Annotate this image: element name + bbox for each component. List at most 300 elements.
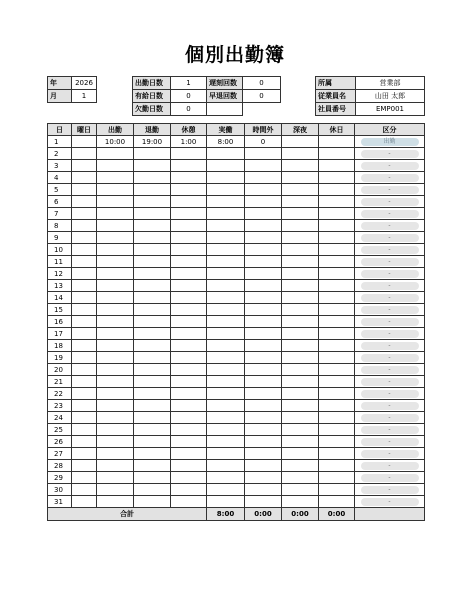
category-cell[interactable] [355, 136, 425, 148]
overtime-cell [245, 436, 282, 448]
clock-in-cell[interactable] [97, 340, 134, 352]
break-cell[interactable] [171, 436, 207, 448]
holiday-cell [319, 460, 355, 472]
category-cell[interactable] [355, 232, 425, 244]
year-label: 年 [48, 77, 72, 90]
clock-out-cell[interactable] [134, 340, 171, 352]
category-badge[interactable]: - [361, 258, 419, 266]
weekday-cell[interactable] [72, 460, 97, 472]
overtime-cell [245, 148, 282, 160]
break-cell[interactable] [171, 340, 207, 352]
day-cell: 14 [48, 292, 72, 304]
category-badge[interactable]: - [361, 426, 419, 434]
clock-in-cell[interactable] [97, 220, 134, 232]
table-row [48, 448, 425, 460]
work-hours-cell [207, 160, 245, 172]
night-cell [282, 388, 319, 400]
night-cell [282, 148, 319, 160]
total-work-hours: 8:00 [207, 508, 245, 521]
category-badge[interactable]: - [361, 222, 419, 230]
category-cell[interactable] [355, 484, 425, 496]
holiday-cell [319, 208, 355, 220]
category-cell[interactable] [355, 268, 425, 280]
early-leave-label: 早退回数 [207, 90, 243, 103]
break-cell[interactable] [171, 244, 207, 256]
weekday-cell[interactable] [72, 448, 97, 460]
table-row [48, 304, 425, 316]
work-days-label: 出勤日数 [133, 77, 171, 90]
clock-out-cell[interactable] [134, 484, 171, 496]
summary-blank [243, 103, 281, 116]
work-hours-cell [207, 268, 245, 280]
break-cell[interactable] [171, 412, 207, 424]
work-hours-cell [207, 340, 245, 352]
break-cell[interactable] [171, 184, 207, 196]
weekday-cell[interactable] [72, 316, 97, 328]
overtime-cell [245, 232, 282, 244]
category-cell[interactable] [355, 400, 425, 412]
category-badge[interactable]: - [361, 342, 419, 350]
holiday-cell [319, 268, 355, 280]
category-badge[interactable]: - [361, 486, 419, 494]
break-cell[interactable] [171, 376, 207, 388]
clock-out-cell[interactable] [134, 208, 171, 220]
night-cell [282, 280, 319, 292]
table-row [48, 352, 425, 364]
clock-out-cell[interactable] [134, 232, 171, 244]
work-hours-cell [207, 184, 245, 196]
category-cell[interactable] [355, 460, 425, 472]
clock-out-cell[interactable] [134, 268, 171, 280]
work-hours-cell [207, 304, 245, 316]
work-hours-cell [207, 328, 245, 340]
category-badge[interactable]: - [361, 330, 419, 338]
break-cell[interactable] [171, 208, 207, 220]
clock-out-cell[interactable]: 19:00 [134, 136, 171, 148]
holiday-cell [319, 448, 355, 460]
table-row [48, 472, 425, 484]
category-cell[interactable] [355, 292, 425, 304]
break-cell[interactable] [171, 292, 207, 304]
holiday-cell [319, 280, 355, 292]
clock-in-cell[interactable] [97, 424, 134, 436]
night-cell [282, 304, 319, 316]
break-cell[interactable] [171, 268, 207, 280]
category-badge[interactable]: - [361, 162, 419, 170]
clock-in-cell[interactable] [97, 232, 134, 244]
page-title: 個別出勤簿 [184, 44, 285, 66]
paid-leave-value: 0 [171, 90, 207, 103]
night-cell [282, 292, 319, 304]
clock-in-cell[interactable] [97, 280, 134, 292]
clock-in-cell[interactable] [97, 388, 134, 400]
header-night: 深夜 [282, 124, 319, 136]
break-cell[interactable] [171, 460, 207, 472]
holiday-cell [319, 340, 355, 352]
weekday-cell[interactable] [72, 256, 97, 268]
clock-out-cell[interactable] [134, 352, 171, 364]
clock-in-cell[interactable] [97, 352, 134, 364]
break-cell[interactable] [171, 364, 207, 376]
table-row [48, 268, 425, 280]
night-cell [282, 496, 319, 508]
clock-in-cell[interactable] [97, 400, 134, 412]
work-hours-cell [207, 376, 245, 388]
night-cell [282, 184, 319, 196]
category-cell[interactable] [355, 304, 425, 316]
clock-out-cell[interactable] [134, 424, 171, 436]
day-cell: 12 [48, 268, 72, 280]
work-hours-cell [207, 400, 245, 412]
day-cell: 26 [48, 436, 72, 448]
weekday-cell[interactable] [72, 268, 97, 280]
category-cell[interactable] [355, 256, 425, 268]
weekday-cell[interactable] [72, 244, 97, 256]
break-cell[interactable] [171, 172, 207, 184]
category-badge[interactable]: - [361, 450, 419, 458]
weekday-cell[interactable] [72, 340, 97, 352]
clock-out-cell[interactable] [134, 376, 171, 388]
holiday-cell [319, 424, 355, 436]
holiday-cell [319, 496, 355, 508]
category-badge[interactable]: - [361, 186, 419, 194]
break-cell[interactable] [171, 496, 207, 508]
category-cell[interactable] [355, 424, 425, 436]
category-badge[interactable]: 出勤 [361, 138, 419, 146]
category-cell[interactable] [355, 496, 425, 508]
clock-in-cell[interactable] [97, 160, 134, 172]
overtime-cell [245, 196, 282, 208]
break-cell[interactable] [171, 472, 207, 484]
overtime-cell [245, 424, 282, 436]
clock-in-cell[interactable] [97, 208, 134, 220]
holiday-cell [319, 304, 355, 316]
clock-out-cell[interactable] [134, 220, 171, 232]
late-value: 0 [243, 77, 281, 90]
night-cell [282, 340, 319, 352]
night-cell [282, 196, 319, 208]
break-cell[interactable] [171, 232, 207, 244]
table-row [48, 136, 425, 148]
table-row [48, 388, 425, 400]
table-row [48, 280, 425, 292]
break-cell[interactable] [171, 304, 207, 316]
category-cell[interactable] [355, 280, 425, 292]
id-value[interactable]: EMP001 [356, 103, 425, 116]
clock-out-cell[interactable] [134, 436, 171, 448]
weekday-cell[interactable] [72, 304, 97, 316]
weekday-cell[interactable] [72, 160, 97, 172]
table-row [48, 256, 425, 268]
table-header-row [48, 124, 425, 136]
clock-in-cell[interactable] [97, 472, 134, 484]
id-label: 社員番号 [316, 103, 356, 116]
weekday-cell[interactable] [72, 496, 97, 508]
weekday-cell[interactable] [72, 472, 97, 484]
clock-in-cell[interactable] [97, 436, 134, 448]
break-cell[interactable] [171, 388, 207, 400]
holiday-cell [319, 436, 355, 448]
clock-in-cell[interactable] [97, 484, 134, 496]
clock-in-cell[interactable] [97, 184, 134, 196]
clock-out-cell[interactable] [134, 388, 171, 400]
holiday-cell [319, 292, 355, 304]
summary-empty-cell [207, 103, 243, 116]
night-cell [282, 160, 319, 172]
category-badge[interactable]: - [361, 402, 419, 410]
overtime-cell [245, 376, 282, 388]
weekday-cell[interactable] [72, 148, 97, 160]
category-cell[interactable] [355, 244, 425, 256]
category-badge[interactable]: - [361, 150, 419, 158]
day-cell: 10 [48, 244, 72, 256]
header-overtime: 時間外 [245, 124, 282, 136]
clock-in-cell[interactable] [97, 148, 134, 160]
work-hours-cell [207, 412, 245, 424]
work-days-value: 1 [171, 77, 207, 90]
break-cell[interactable]: 1:00 [171, 136, 207, 148]
category-badge[interactable]: - [361, 462, 419, 470]
category-cell[interactable] [355, 352, 425, 364]
weekday-cell[interactable] [72, 412, 97, 424]
category-badge[interactable]: - [361, 306, 419, 314]
day-cell: 16 [48, 316, 72, 328]
table-row [48, 148, 425, 160]
weekday-cell[interactable] [72, 388, 97, 400]
category-cell[interactable] [355, 388, 425, 400]
header-clock-in: 出勤 [97, 124, 134, 136]
day-cell: 24 [48, 412, 72, 424]
weekday-cell[interactable] [72, 208, 97, 220]
clock-in-cell[interactable] [97, 196, 134, 208]
overtime-cell [245, 400, 282, 412]
clock-in-cell[interactable] [97, 460, 134, 472]
weekday-cell[interactable] [72, 352, 97, 364]
clock-in-cell[interactable] [97, 292, 134, 304]
paid-leave-label: 有給日数 [133, 90, 171, 103]
category-badge[interactable]: - [361, 246, 419, 254]
category-badge[interactable]: - [361, 174, 419, 182]
holiday-cell [319, 196, 355, 208]
weekday-cell[interactable] [72, 280, 97, 292]
weekday-cell[interactable] [72, 436, 97, 448]
overtime-cell [245, 256, 282, 268]
clock-out-cell[interactable] [134, 496, 171, 508]
clock-out-cell[interactable] [134, 184, 171, 196]
weekday-cell[interactable] [72, 196, 97, 208]
clock-out-cell[interactable] [134, 448, 171, 460]
clock-in-cell[interactable] [97, 172, 134, 184]
clock-out-cell[interactable] [134, 256, 171, 268]
category-cell[interactable] [355, 148, 425, 160]
clock-out-cell[interactable] [134, 400, 171, 412]
break-cell[interactable] [171, 424, 207, 436]
category-cell[interactable] [355, 208, 425, 220]
category-badge[interactable]: - [361, 438, 419, 446]
night-cell [282, 316, 319, 328]
category-cell[interactable] [355, 472, 425, 484]
year-value[interactable]: 2026 [72, 77, 97, 90]
weekday-cell[interactable] [72, 400, 97, 412]
category-cell[interactable] [355, 328, 425, 340]
category-cell[interactable] [355, 160, 425, 172]
clock-out-cell[interactable] [134, 160, 171, 172]
break-cell[interactable] [171, 448, 207, 460]
break-cell[interactable] [171, 316, 207, 328]
clock-in-cell[interactable] [97, 376, 134, 388]
table-row [48, 316, 425, 328]
break-cell[interactable] [171, 148, 207, 160]
holiday-cell [319, 364, 355, 376]
attendance-table [47, 123, 425, 521]
day-cell: 4 [48, 172, 72, 184]
overtime-cell [245, 184, 282, 196]
night-cell [282, 424, 319, 436]
clock-in-cell[interactable] [97, 268, 134, 280]
clock-out-cell[interactable] [134, 292, 171, 304]
night-cell [282, 220, 319, 232]
night-cell [282, 172, 319, 184]
holiday-cell [319, 244, 355, 256]
day-cell: 22 [48, 388, 72, 400]
category-cell[interactable] [355, 316, 425, 328]
day-cell: 29 [48, 472, 72, 484]
holiday-cell [319, 484, 355, 496]
dept-value[interactable]: 営業部 [356, 77, 425, 90]
work-hours-cell [207, 148, 245, 160]
break-cell[interactable] [171, 220, 207, 232]
overtime-cell [245, 496, 282, 508]
category-cell[interactable] [355, 448, 425, 460]
clock-in-cell[interactable] [97, 412, 134, 424]
clock-in-cell[interactable] [97, 364, 134, 376]
category-cell[interactable] [355, 172, 425, 184]
break-cell[interactable] [171, 400, 207, 412]
category-cell[interactable] [355, 364, 425, 376]
clock-out-cell[interactable] [134, 316, 171, 328]
break-cell[interactable] [171, 256, 207, 268]
category-badge[interactable]: - [361, 414, 419, 422]
table-row [48, 160, 425, 172]
holiday-cell [319, 412, 355, 424]
overtime-cell [245, 172, 282, 184]
category-badge[interactable]: - [361, 474, 419, 482]
weekday-cell[interactable] [72, 328, 97, 340]
overtime-cell [245, 364, 282, 376]
clock-out-cell[interactable] [134, 364, 171, 376]
clock-out-cell[interactable] [134, 244, 171, 256]
category-cell[interactable] [355, 196, 425, 208]
table-row [48, 484, 425, 496]
break-cell[interactable] [171, 280, 207, 292]
category-badge[interactable]: - [361, 318, 419, 326]
weekday-cell[interactable] [72, 136, 97, 148]
night-cell [282, 436, 319, 448]
category-badge[interactable]: - [361, 498, 419, 506]
header-weekday: 曜日 [72, 124, 97, 136]
clock-in-cell[interactable] [97, 448, 134, 460]
weekday-cell[interactable] [72, 172, 97, 184]
clock-in-cell[interactable] [97, 328, 134, 340]
clock-out-cell[interactable] [134, 472, 171, 484]
total-holiday: 0:00 [319, 508, 355, 521]
break-cell[interactable] [171, 328, 207, 340]
overtime-cell [245, 484, 282, 496]
weekday-cell[interactable] [72, 364, 97, 376]
category-badge[interactable]: - [361, 198, 419, 206]
clock-out-cell[interactable] [134, 280, 171, 292]
category-badge[interactable]: - [361, 294, 419, 302]
total-row [48, 508, 425, 521]
category-cell[interactable] [355, 340, 425, 352]
clock-out-cell[interactable] [134, 460, 171, 472]
month-value[interactable]: 1 [72, 90, 97, 103]
category-badge[interactable]: - [361, 210, 419, 218]
day-cell: 7 [48, 208, 72, 220]
weekday-cell[interactable] [72, 292, 97, 304]
night-cell [282, 328, 319, 340]
clock-in-cell[interactable] [97, 316, 134, 328]
work-hours-cell [207, 484, 245, 496]
category-badge[interactable]: - [361, 282, 419, 290]
name-value[interactable]: 山田 太郎 [356, 90, 425, 103]
day-cell: 11 [48, 256, 72, 268]
category-cell[interactable] [355, 412, 425, 424]
header-work-hours: 実働 [207, 124, 245, 136]
overtime-cell [245, 328, 282, 340]
day-cell: 23 [48, 400, 72, 412]
category-badge[interactable]: - [361, 354, 419, 362]
category-cell[interactable] [355, 376, 425, 388]
table-row [48, 208, 425, 220]
weekday-cell[interactable] [72, 424, 97, 436]
clock-out-cell[interactable] [134, 172, 171, 184]
category-cell[interactable] [355, 184, 425, 196]
weekday-cell[interactable] [72, 220, 97, 232]
clock-in-cell[interactable] [97, 304, 134, 316]
category-badge[interactable]: - [361, 270, 419, 278]
category-badge[interactable]: - [361, 390, 419, 398]
break-cell[interactable] [171, 160, 207, 172]
break-cell[interactable] [171, 352, 207, 364]
break-cell[interactable] [171, 196, 207, 208]
weekday-cell[interactable] [72, 184, 97, 196]
weekday-cell[interactable] [72, 484, 97, 496]
category-badge[interactable]: - [361, 378, 419, 386]
category-badge[interactable]: - [361, 366, 419, 374]
night-cell [282, 232, 319, 244]
night-cell [282, 412, 319, 424]
category-cell[interactable] [355, 436, 425, 448]
category-badge[interactable]: - [361, 234, 419, 242]
break-cell[interactable] [171, 484, 207, 496]
clock-in-cell[interactable]: 10:00 [97, 136, 134, 148]
clock-in-cell[interactable] [97, 244, 134, 256]
clock-out-cell[interactable] [134, 196, 171, 208]
weekday-cell[interactable] [72, 376, 97, 388]
holiday-cell [319, 148, 355, 160]
clock-in-cell[interactable] [97, 256, 134, 268]
clock-in-cell[interactable] [97, 496, 134, 508]
clock-out-cell[interactable] [134, 304, 171, 316]
work-hours-cell [207, 388, 245, 400]
category-cell[interactable] [355, 220, 425, 232]
day-cell: 28 [48, 460, 72, 472]
clock-out-cell[interactable] [134, 328, 171, 340]
clock-out-cell[interactable] [134, 412, 171, 424]
clock-out-cell[interactable] [134, 148, 171, 160]
weekday-cell[interactable] [72, 232, 97, 244]
